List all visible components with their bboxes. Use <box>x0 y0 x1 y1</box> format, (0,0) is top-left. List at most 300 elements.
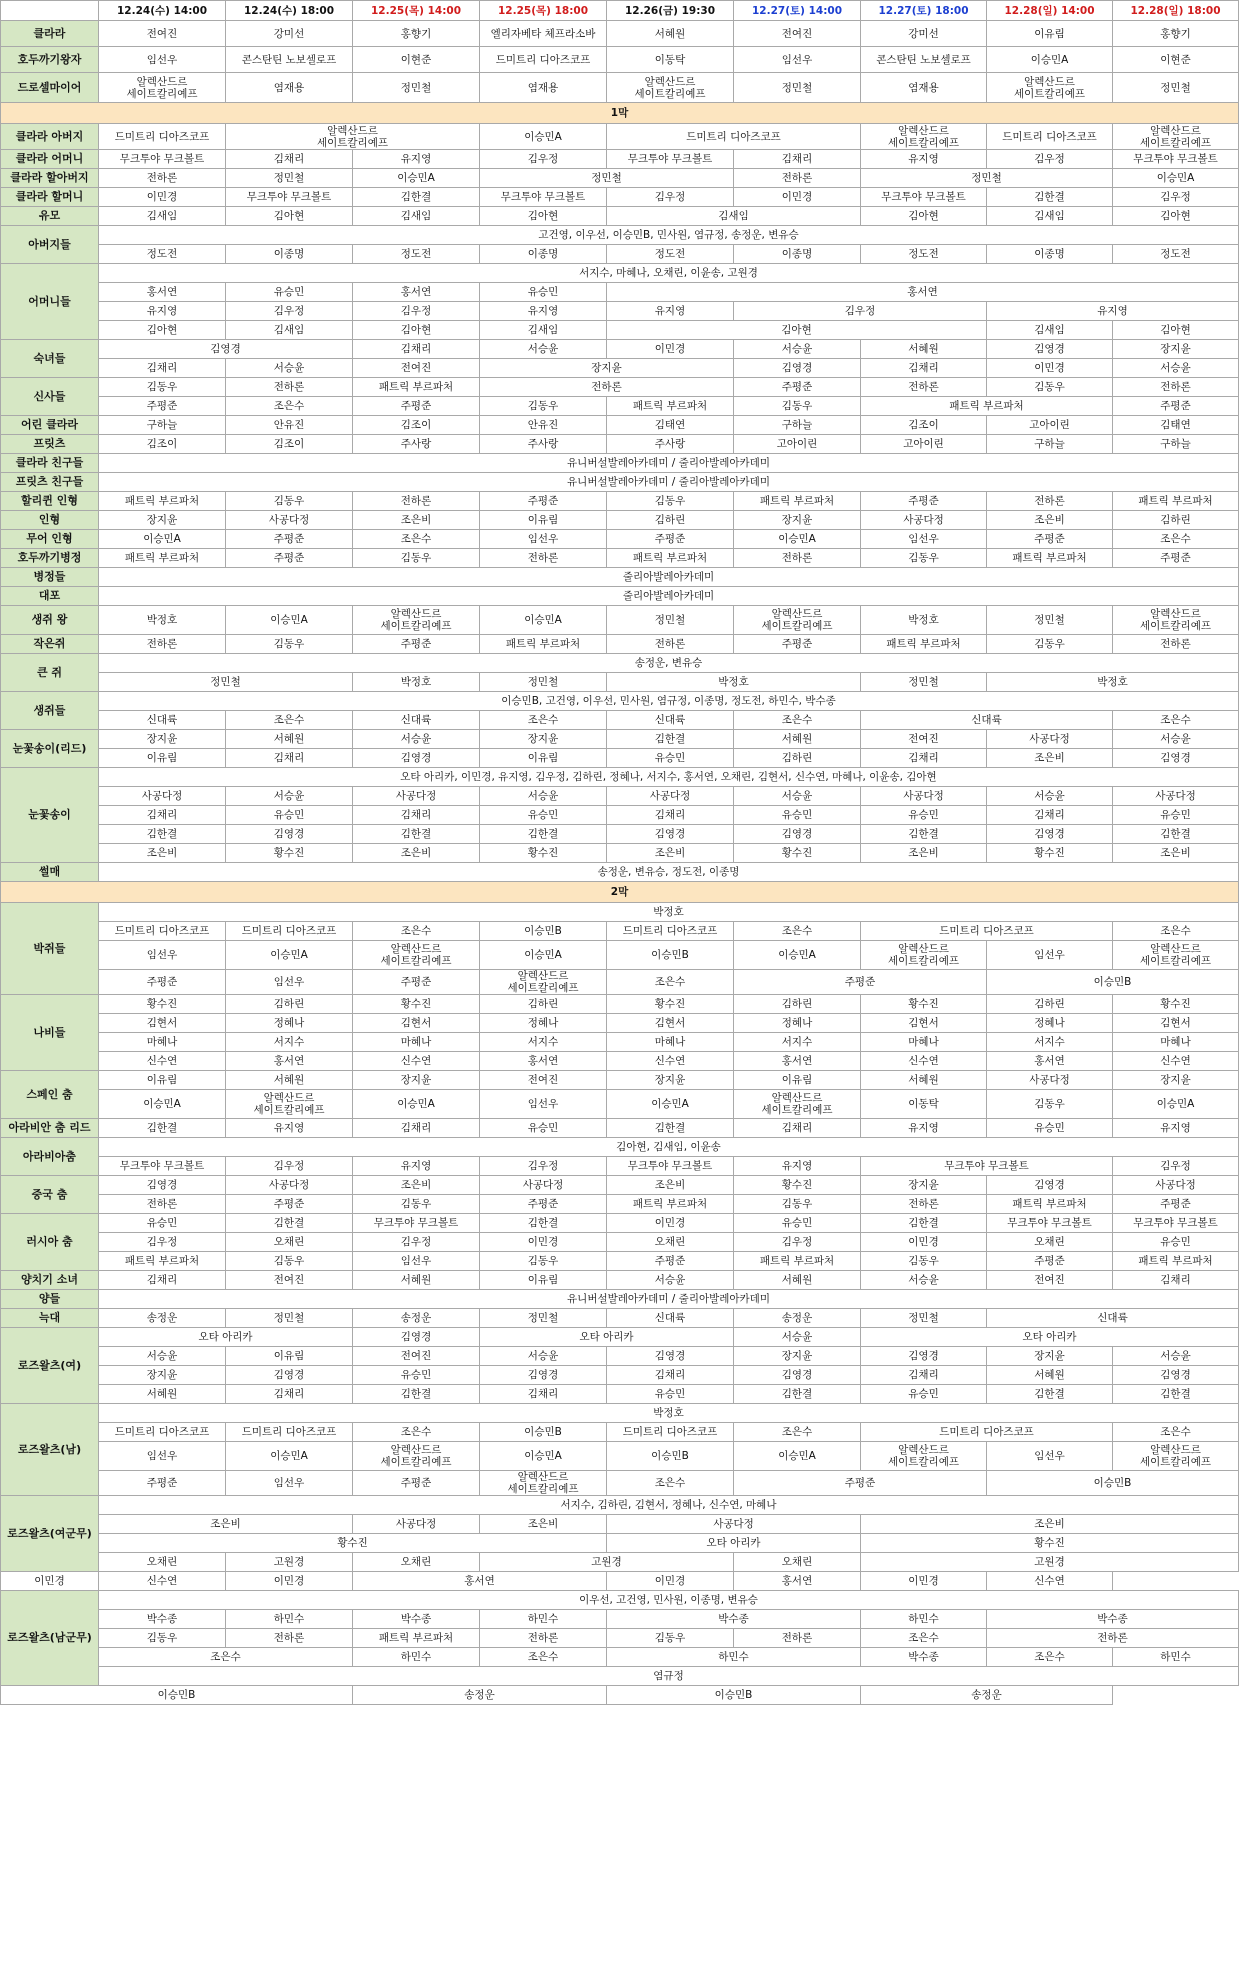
cast-cell: 드미트리 디아즈코프 <box>226 1423 353 1442</box>
cast-cell: 무크투야 무크볼트 <box>480 188 607 207</box>
cast-cell: 이우선, 고건영, 민사원, 이종명, 변유승 <box>99 1591 1239 1610</box>
cast-cell: 황수진 <box>861 1534 1239 1553</box>
cast-cell: 이승민A <box>226 1442 353 1471</box>
cast-cell: 김동우 <box>226 1252 353 1271</box>
cast-cell: 김한결 <box>607 1119 734 1138</box>
cast-cell: 하민수 <box>1113 1648 1239 1667</box>
cast-cell: 패트릭 부르파처 <box>861 397 1113 416</box>
cast-cell: 김채리 <box>861 749 987 768</box>
cast-cell: 김한결 <box>480 1214 607 1233</box>
cast-cell: 서승윤 <box>226 359 353 378</box>
cast-cell: 이승민A <box>226 941 353 970</box>
cast-cell: 패트릭 부르파처 <box>607 549 734 568</box>
cast-cell: 김하린 <box>734 995 861 1014</box>
cast-cell: 드미트리 디아즈코프 <box>861 1423 1113 1442</box>
cast-cell: 드미트리 디아즈코프 <box>480 47 607 73</box>
cast-cell: 주사랑 <box>480 435 607 454</box>
cast-cell: 박정호 <box>987 673 1239 692</box>
cast-cell: 송정운 <box>353 1309 480 1328</box>
cast-cell: 주평준 <box>226 1195 353 1214</box>
table-row <box>1 454 1239 473</box>
cast-cell: 송정운, 변유승, 정도전, 이종명 <box>99 863 1239 882</box>
cast-cell: 이민경 <box>99 188 226 207</box>
cast-cell: 무크투야 무크볼트 <box>861 188 987 207</box>
table-row <box>1 1138 1239 1157</box>
cast-cell: 이승민A <box>480 941 607 970</box>
cast-cell: 패트릭 부르파처 <box>99 1252 226 1271</box>
cast-cell: 조은수 <box>353 530 480 549</box>
cast-cell: 황수진 <box>353 995 480 1014</box>
role-label: 클라라 할아버지 <box>1 169 99 188</box>
table-row <box>1 1591 1239 1610</box>
cast-cell: 정혜나 <box>734 1014 861 1033</box>
cast-cell: 박수종 <box>987 1610 1239 1629</box>
cast-cell: 이유림 <box>480 1271 607 1290</box>
cast-cell: 서승윤 <box>353 730 480 749</box>
cast-cell: 이승민A <box>1113 1090 1239 1119</box>
cast-cell: 오채린 <box>99 1553 226 1572</box>
cast-cell: 드미트리 디아즈코프 <box>99 124 226 150</box>
cast-cell: 김동우 <box>226 492 353 511</box>
cast-cell: 이유림 <box>99 749 226 768</box>
table-row <box>1 730 1239 749</box>
table-row <box>1 673 1239 692</box>
cast-cell: 유승민 <box>607 749 734 768</box>
cast-cell: 조은수 <box>226 397 353 416</box>
cast-cell: 이민경 <box>607 1572 734 1591</box>
cast-cell: 이승민A <box>987 47 1113 73</box>
cast-cell: 유승민 <box>480 1119 607 1138</box>
table-row <box>1 970 1239 995</box>
cast-cell: 이승민B, 고건영, 이우선, 민사원, 염규정, 이종명, 정도전, 하민수, 박수종 <box>99 692 1239 711</box>
cast-cell: 정민철 <box>480 673 607 692</box>
role-label: 양들 <box>1 1290 99 1309</box>
cast-cell: 서지수 <box>226 1033 353 1052</box>
cast-cell: 사공다정 <box>480 1176 607 1195</box>
cast-cell: 김동우 <box>607 492 734 511</box>
table-row <box>1 1014 1239 1033</box>
table-row <box>1 1052 1239 1071</box>
cast-cell: 김동우 <box>99 1629 226 1648</box>
cast-cell: 전하론 <box>861 1195 987 1214</box>
cast-cell: 무크투야 무크볼트 <box>1113 150 1239 169</box>
role-label: 양치기 소녀 <box>1 1271 99 1290</box>
cast-cell: 이현준 <box>353 47 480 73</box>
cast-cell: 김새임 <box>987 321 1113 340</box>
cast-cell: 장지윤 <box>607 1071 734 1090</box>
cast-cell: 김아현, 김새임, 이윤송 <box>99 1138 1239 1157</box>
cast-cell: 이민경 <box>1 1572 99 1591</box>
cast-cell: 임선우 <box>99 941 226 970</box>
cast-cell: 김우정 <box>353 1233 480 1252</box>
performance-header: 12.24(수) 14:00 <box>99 1 226 21</box>
cast-cell: 전여진 <box>226 1271 353 1290</box>
cast-cell: 알렉산드르 세이트칼리예프 <box>861 941 987 970</box>
cast-cell: 김우정 <box>353 302 480 321</box>
cast-cell: 조은비 <box>99 844 226 863</box>
cast-cell: 서혜원 <box>99 1385 226 1404</box>
cast-cell: 전하론 <box>480 1629 607 1648</box>
cast-cell: 하민수 <box>607 1648 861 1667</box>
cast-cell: 강미선 <box>226 21 353 47</box>
cast-cell: 고건영, 이우선, 이승민B, 민사원, 염규정, 송정운, 변유승 <box>99 226 1239 245</box>
cast-cell: 이승민A <box>353 1090 480 1119</box>
role-label: 어린 클라라 <box>1 416 99 435</box>
cast-cell: 장지윤 <box>99 730 226 749</box>
cast-cell: 정민철 <box>226 1309 353 1328</box>
table-row <box>1 1347 1239 1366</box>
cast-cell: 조은수 <box>861 1629 987 1648</box>
cast-cell: 알렉산드르 세이트칼리예프 <box>226 124 480 150</box>
cast-cell: 장지윤 <box>1113 340 1239 359</box>
cast-cell: 김우정 <box>480 1157 607 1176</box>
cast-cell: 김새임 <box>353 207 480 226</box>
cast-cell: 김채리 <box>226 749 353 768</box>
cast-cell: 사공다정 <box>1113 1176 1239 1195</box>
cast-cell: 정민철 <box>226 169 353 188</box>
cast-cell: 조은수 <box>480 1648 607 1667</box>
cast-cell: 이유림 <box>99 1071 226 1090</box>
cast-cell: 주평준 <box>734 1471 987 1496</box>
performance-header: 12.26(금) 19:30 <box>607 1 734 21</box>
cast-cell: 서승윤 <box>987 787 1113 806</box>
cast-cell: 고아이린 <box>987 416 1113 435</box>
cast-cell: 김채리 <box>99 806 226 825</box>
cast-cell: 신수연 <box>1113 1052 1239 1071</box>
cast-cell: 패트릭 부르파처 <box>1113 492 1239 511</box>
cast-cell: 김영경 <box>99 1176 226 1195</box>
table-row <box>1 711 1239 730</box>
cast-cell: 이민경 <box>734 188 861 207</box>
performance-header: 12.27(토) 14:00 <box>734 1 861 21</box>
cast-cell: 장지윤 <box>480 730 607 749</box>
table-row <box>1 321 1239 340</box>
cast-cell: 서혜원 <box>353 1271 480 1290</box>
cast-cell: 주평준 <box>734 635 861 654</box>
cast-cell: 김영경 <box>734 1366 861 1385</box>
table-row <box>1 654 1239 673</box>
cast-cell: 박수종 <box>353 1610 480 1629</box>
cast-cell: 조은비 <box>861 1515 1239 1534</box>
cast-cell: 염재용 <box>480 73 607 103</box>
cast-cell: 김동우 <box>480 1252 607 1271</box>
cast-cell: 전여진 <box>353 1347 480 1366</box>
cast-cell: 전하론 <box>99 635 226 654</box>
cast-cell: 서지수, 김하린, 김현서, 정혜나, 신수연, 마혜나 <box>99 1496 1239 1515</box>
cast-cell: 김조이 <box>99 435 226 454</box>
performance-header: 12.27(토) 18:00 <box>861 1 987 21</box>
cast-cell: 무크투야 무크볼트 <box>99 150 226 169</box>
role-label: 로즈왈츠(남군무) <box>1 1591 99 1686</box>
cast-cell: 알렉산드르 세이트칼리예프 <box>1113 606 1239 635</box>
performance-header: 12.25(목) 18:00 <box>480 1 607 21</box>
cast-cell: 유승민 <box>480 283 607 302</box>
cast-cell: 김채리 <box>1113 1271 1239 1290</box>
role-label: 숙녀들 <box>1 340 99 378</box>
cast-cell: 유지영 <box>987 302 1239 321</box>
cast-cell: 주평준 <box>353 970 480 995</box>
cast-cell: 전하론 <box>607 635 734 654</box>
cast-cell: 홍서연 <box>734 1572 861 1591</box>
cast-cell: 김아현 <box>353 321 480 340</box>
cast-cell: 고원경 <box>480 1553 734 1572</box>
cast-cell: 조은비 <box>861 844 987 863</box>
cast-cell: 알렉산드르 세이트칼리예프 <box>861 1442 987 1471</box>
cast-cell: 임선우 <box>480 1090 607 1119</box>
cast-cell: 패트릭 부르파처 <box>987 549 1113 568</box>
cast-cell: 황수진 <box>99 1534 607 1553</box>
cast-cell: 장지윤 <box>99 511 226 530</box>
cast-cell: 하민수 <box>353 1648 480 1667</box>
table-row <box>1 825 1239 844</box>
cast-cell: 드미트리 디아즈코프 <box>226 922 353 941</box>
cast-cell: 무크투야 무크볼트 <box>353 1214 480 1233</box>
cast-cell: 김영경 <box>226 825 353 844</box>
cast-cell: 홍서연 <box>226 1052 353 1071</box>
table-row <box>1 1496 1239 1515</box>
cast-cell: 임선우 <box>480 530 607 549</box>
cast-cell: 사공다정 <box>226 511 353 530</box>
cast-cell: 김채리 <box>607 1366 734 1385</box>
cast-cell: 정민철 <box>861 1309 987 1328</box>
cast-cell: 유지영 <box>353 150 480 169</box>
cast-cell: 이동탁 <box>607 47 734 73</box>
cast-cell: 유승민 <box>1113 1233 1239 1252</box>
cast-cell: 김아현 <box>226 207 353 226</box>
cast-cell: 김영경 <box>861 1347 987 1366</box>
table-row <box>1 1648 1239 1667</box>
cast-cell: 김한결 <box>480 825 607 844</box>
cast-cell: 전하론 <box>99 169 226 188</box>
cast-cell: 무크투야 무크볼트 <box>226 188 353 207</box>
table-row <box>1 207 1239 226</box>
cast-cell: 신수연 <box>99 1052 226 1071</box>
role-label: 클라라 할머니 <box>1 188 99 207</box>
cast-cell: 박정호 <box>99 606 226 635</box>
cast-cell: 조은비 <box>480 1515 607 1534</box>
cast-cell: 이승민B <box>987 1471 1239 1496</box>
cast-cell: 홍서연 <box>480 1052 607 1071</box>
cast-cell: 이승민B <box>607 1442 734 1471</box>
table-row <box>1 103 1239 124</box>
table-row <box>1 1090 1239 1119</box>
cast-cell: 김하린 <box>480 995 607 1014</box>
role-label: 할리퀸 인형 <box>1 492 99 511</box>
role-label: 로즈왈츠(여) <box>1 1328 99 1404</box>
role-label: 중국 춤 <box>1 1176 99 1214</box>
cast-cell: 이승민A <box>99 1090 226 1119</box>
cast-cell: 김하린 <box>1113 511 1239 530</box>
cast-cell: 박정호 <box>99 1404 1239 1423</box>
cast-cell: 서혜원 <box>734 1271 861 1290</box>
cast-cell: 이종명 <box>987 245 1113 264</box>
cast-cell: 김채리 <box>226 150 353 169</box>
role-label: 클라라 어머니 <box>1 150 99 169</box>
header-row <box>1 1 1239 21</box>
table-row <box>1 1471 1239 1496</box>
role-label: 나비들 <box>1 995 99 1071</box>
cast-cell: 주평준 <box>480 1195 607 1214</box>
cast-cell: 조은비 <box>99 1515 353 1534</box>
cast-cell: 이승민B <box>607 1686 861 1705</box>
cast-cell: 주평준 <box>353 1471 480 1496</box>
cast-cell: 고아이린 <box>861 435 987 454</box>
cast-cell: 김한결 <box>353 825 480 844</box>
cast-cell: 김영경 <box>480 1366 607 1385</box>
role-label: 클라라 아버지 <box>1 124 99 150</box>
cast-cell: 유니버설발레아카데미 / 줄리아발레아카데미 <box>99 1290 1239 1309</box>
cast-cell: 서지수 <box>987 1033 1113 1052</box>
cast-cell: 김동우 <box>99 378 226 397</box>
cast-cell: 무크투야 무크볼트 <box>607 150 734 169</box>
cast-cell: 신대륙 <box>607 1309 734 1328</box>
cast-cell: 신대륙 <box>353 711 480 730</box>
cast-cell: 이유림 <box>480 749 607 768</box>
cast-cell: 패트릭 부르파처 <box>734 492 861 511</box>
table-row <box>1 416 1239 435</box>
cast-cell: 드미트리 디아즈코프 <box>607 922 734 941</box>
table-row <box>1 226 1239 245</box>
role-label: 대포 <box>1 587 99 606</box>
cast-cell: 정민철 <box>353 73 480 103</box>
role-label: 신사들 <box>1 378 99 416</box>
cast-cell: 구하늘 <box>987 435 1113 454</box>
cast-cell: 신대륙 <box>607 711 734 730</box>
cast-cell: 송정운 <box>734 1309 861 1328</box>
cast-cell: 김영경 <box>99 340 353 359</box>
cast-cell: 김영경 <box>607 825 734 844</box>
cast-cell: 조은수 <box>1113 711 1239 730</box>
table-row <box>1 21 1239 47</box>
cast-cell: 이승민A <box>734 941 861 970</box>
role-label: 클라라 <box>1 21 99 47</box>
cast-cell: 신대륙 <box>99 711 226 730</box>
cast-cell: 유니버설발레아카데미 / 줄리아발레아카데미 <box>99 473 1239 492</box>
cast-cell: 임선우 <box>353 1252 480 1271</box>
cast-cell: 고원경 <box>226 1553 353 1572</box>
role-label: 아라비아춤 <box>1 1138 99 1176</box>
table-row <box>1 73 1239 103</box>
cast-cell: 하민수 <box>226 1610 353 1629</box>
cast-cell: 박정호 <box>861 606 987 635</box>
cast-cell: 김우정 <box>734 1233 861 1252</box>
cast-cell: 김동우 <box>353 549 480 568</box>
cast-cell: 유지영 <box>99 302 226 321</box>
cast-cell: 김우정 <box>607 188 734 207</box>
cast-cell: 이승민B <box>480 922 607 941</box>
cast-cell: 드미트리 디아즈코프 <box>607 1423 734 1442</box>
cast-cell: 서승윤 <box>480 1347 607 1366</box>
cast-cell: 김한결 <box>226 1214 353 1233</box>
cast-cell: 김한결 <box>353 188 480 207</box>
cast-cell: 강미선 <box>861 21 987 47</box>
cast-cell: 조은수 <box>1113 922 1239 941</box>
cast-cell: 김영경 <box>1113 1366 1239 1385</box>
performance-header: 12.28(일) 18:00 <box>1113 1 1239 21</box>
cast-cell: 정민철 <box>987 606 1113 635</box>
cast-cell: 김영경 <box>607 1347 734 1366</box>
cast-cell: 사공다정 <box>1113 787 1239 806</box>
cast-cell: 김동우 <box>480 397 607 416</box>
role-label: 프릿츠 <box>1 435 99 454</box>
cast-cell: 패트릭 부르파처 <box>480 635 607 654</box>
cast-cell: 이승민A <box>1113 169 1239 188</box>
cast-cell: 장지윤 <box>734 511 861 530</box>
cast-cell: 주평준 <box>99 970 226 995</box>
cast-cell: 유승민 <box>226 806 353 825</box>
cast-cell: 정민철 <box>861 169 1113 188</box>
cast-cell: 주평준 <box>353 397 480 416</box>
cast-cell: 김새임 <box>607 207 861 226</box>
cast-cell: 임선우 <box>734 47 861 73</box>
cast-cell: 이유림 <box>987 21 1113 47</box>
role-label: 큰 쥐 <box>1 654 99 692</box>
cast-cell: 알렉산드르 세이트칼리예프 <box>1113 1442 1239 1471</box>
cast-cell: 이유림 <box>480 511 607 530</box>
cast-cell: 김동우 <box>861 1252 987 1271</box>
cast-cell: 정민철 <box>99 673 353 692</box>
cast-cell: 신대륙 <box>987 1309 1239 1328</box>
cast-cell: 박정호 <box>353 673 480 692</box>
role-label: 썰매 <box>1 863 99 882</box>
cast-cell: 홍향기 <box>353 21 480 47</box>
cast-cell: 드미트리 디아즈코프 <box>987 124 1113 150</box>
cast-cell: 조은비 <box>353 844 480 863</box>
cast-cell: 주평준 <box>734 378 861 397</box>
cast-cell: 김우정 <box>1113 1157 1239 1176</box>
cast-cell: 김우정 <box>226 302 353 321</box>
cast-cell: 조은비 <box>1113 844 1239 863</box>
cast-cell: 김아현 <box>1113 321 1239 340</box>
table-row <box>1 1553 1239 1572</box>
cast-cell: 유니버설발레아카데미 / 줄리아발레아카데미 <box>99 454 1239 473</box>
cast-cell: 알렉산드르 세이트칼리예프 <box>734 606 861 635</box>
cast-cell: 전하론 <box>734 549 861 568</box>
cast-cell: 김아현 <box>99 321 226 340</box>
cast-cell: 황수진 <box>480 844 607 863</box>
cast-cell: 드미트리 디아즈코프 <box>861 922 1113 941</box>
cast-cell: 황수진 <box>987 844 1113 863</box>
cast-cell: 황수진 <box>226 844 353 863</box>
performance-header: 12.25(목) 14:00 <box>353 1 480 21</box>
role-label: 무어 인형 <box>1 530 99 549</box>
cast-cell: 김우정 <box>480 150 607 169</box>
cast-cell: 서승윤 <box>861 1271 987 1290</box>
cast-cell: 엘리자베타 체프라소바 <box>480 21 607 47</box>
cast-cell: 임선우 <box>987 941 1113 970</box>
cast-cell: 이동탁 <box>861 1090 987 1119</box>
role-label: 어머니들 <box>1 264 99 340</box>
cast-cell: 이유림 <box>734 1071 861 1090</box>
cast-cell: 김아현 <box>607 321 987 340</box>
cast-cell: 홍서연 <box>607 283 1239 302</box>
cast-cell: 김한결 <box>861 825 987 844</box>
cast-cell: 김한결 <box>1113 1385 1239 1404</box>
cast-cell: 전하론 <box>861 378 987 397</box>
cast-cell: 황수진 <box>861 995 987 1014</box>
cast-cell: 장지윤 <box>1113 1071 1239 1090</box>
cast-cell: 장지윤 <box>353 1071 480 1090</box>
cast-cell: 이승민A <box>607 1090 734 1119</box>
cast-cell: 하민수 <box>861 1610 987 1629</box>
cast-cell: 마혜나 <box>1113 1033 1239 1052</box>
cast-cell: 전여진 <box>861 730 987 749</box>
cast-cell: 김새임 <box>99 207 226 226</box>
cast-cell: 알렉산드르 세이트칼리예프 <box>353 1442 480 1471</box>
table-row <box>1 806 1239 825</box>
cast-cell: 유승민 <box>353 1366 480 1385</box>
cast-cell: 김채리 <box>99 1271 226 1290</box>
